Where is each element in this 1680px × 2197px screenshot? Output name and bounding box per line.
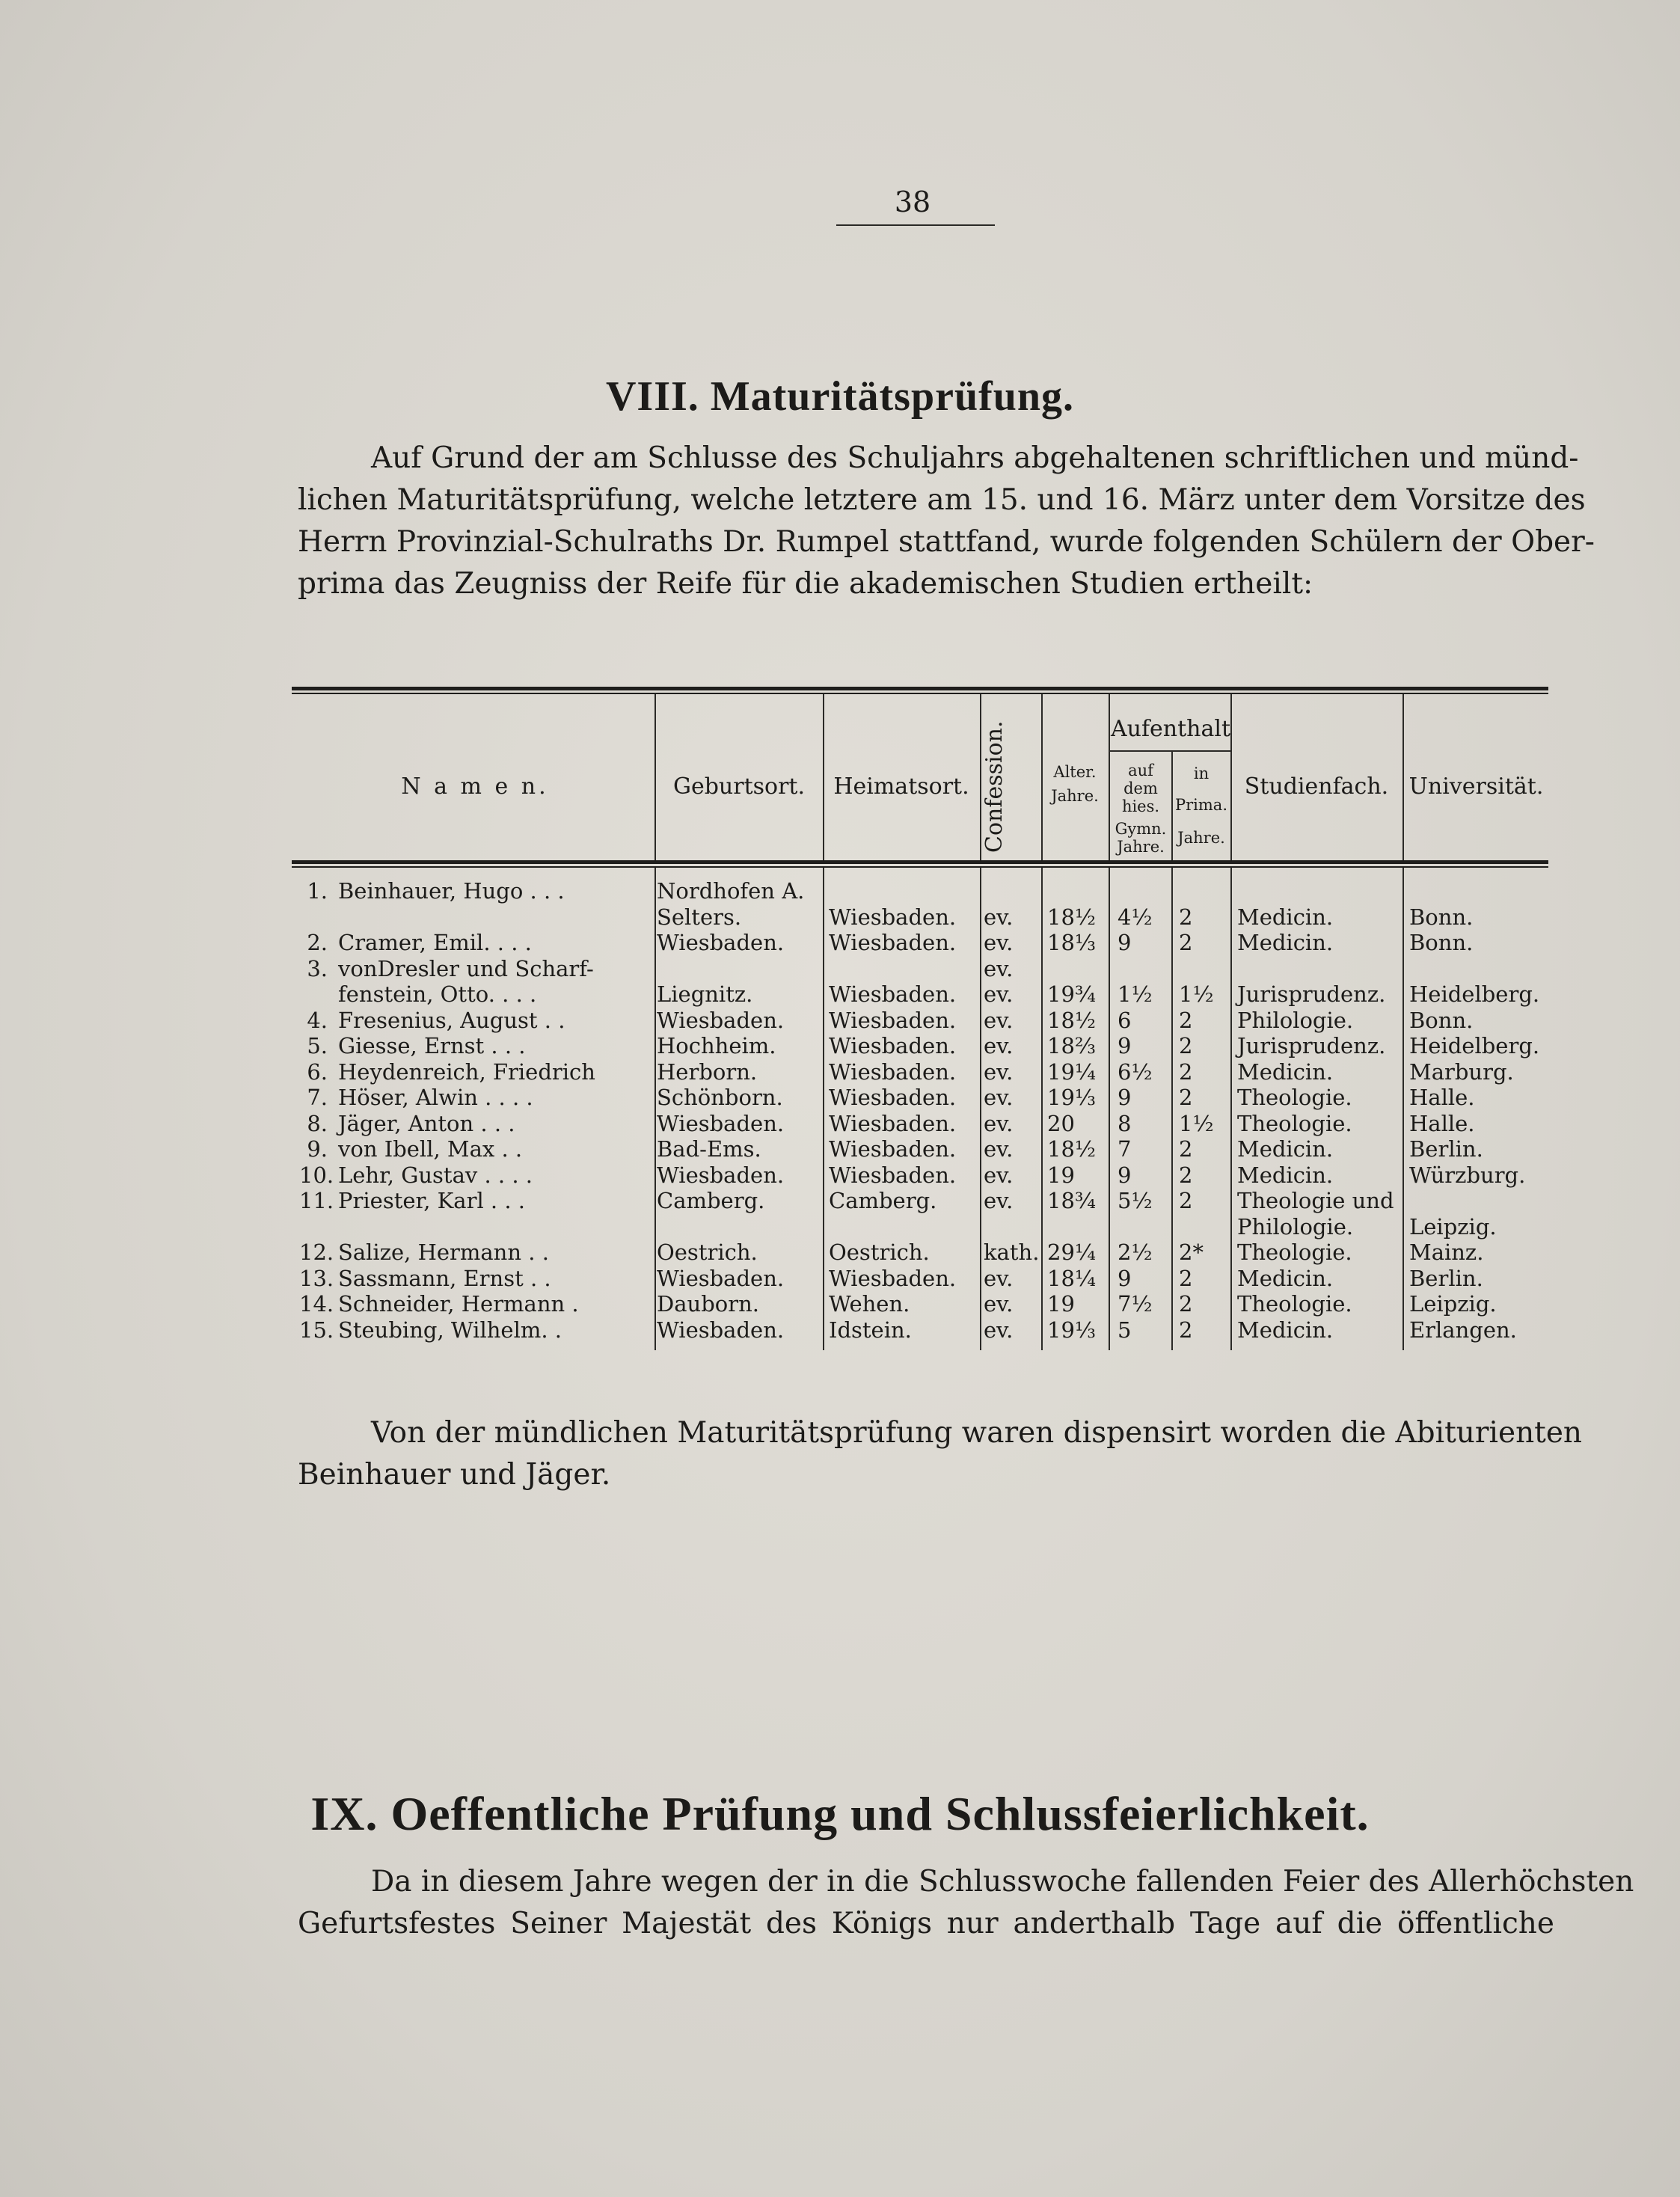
- field-of-study: Jurisprudenz.: [1237, 1033, 1386, 1058]
- hometown: Wiesbaden.: [829, 1110, 957, 1136]
- row-number: 5.: [307, 1033, 328, 1058]
- student-name: Salize, Hermann . .: [338, 1240, 549, 1265]
- age: 20: [1047, 1110, 1075, 1136]
- table-row: [0, 1136, 1680, 1162]
- years-gymnasium: 7½: [1118, 1291, 1153, 1317]
- student-name: Heydenreich, Friedrich: [338, 1058, 595, 1085]
- birthplace: Schönborn.: [657, 1085, 783, 1110]
- header-gym-top: auf: [1128, 762, 1153, 779]
- dispensation-paragraph: [298, 1412, 1583, 1496]
- age: 19¾: [1047, 981, 1097, 1007]
- confession: kath.: [984, 1240, 1040, 1265]
- student-name: Beinhauer, Hugo . . .: [338, 878, 565, 904]
- confession: ev.: [984, 955, 1014, 981]
- confession: ev.: [984, 1007, 1014, 1033]
- student-name: Jäger, Anton . . .: [338, 1110, 515, 1136]
- hometown: Wehen.: [829, 1291, 910, 1317]
- university: Bonn.: [1409, 904, 1474, 930]
- university: Bonn.: [1409, 930, 1474, 955]
- birthplace: Camberg.: [657, 1188, 765, 1213]
- confession: ev.: [984, 1265, 1014, 1291]
- header-confession: Confession.: [981, 720, 1008, 853]
- row-number: 6.: [307, 1058, 328, 1085]
- paragraph-line: Von der mündlichen Maturitätsprüfung waren dispensirt worden die Abiturienten: [371, 1416, 1583, 1450]
- field-of-study: Philologie.: [1237, 1007, 1354, 1033]
- birthplace: Wiesbaden.: [657, 1162, 785, 1188]
- header-gym-line: hies.: [1121, 797, 1160, 815]
- age: 18⅓: [1047, 930, 1097, 955]
- years-gymnasium: 9: [1118, 1162, 1132, 1188]
- table-row: [0, 904, 1680, 931]
- hometown: Wiesbaden.: [829, 1136, 957, 1162]
- university: Mainz.: [1409, 1240, 1484, 1265]
- hometown: Wiesbaden.: [829, 1162, 957, 1188]
- field-of-study: Theologie.: [1237, 1240, 1352, 1265]
- university: Erlangen.: [1409, 1317, 1517, 1343]
- university: Berlin.: [1409, 1265, 1483, 1291]
- table-row: [0, 1239, 1680, 1266]
- university: Berlin.: [1409, 1136, 1483, 1162]
- student-name: vonDresler und Scharf-: [338, 955, 594, 981]
- university: Heidelberg.: [1409, 1033, 1540, 1058]
- hometown: Wiesbaden.: [829, 1033, 957, 1058]
- header-university: Universität.: [1408, 773, 1544, 800]
- hometown: Camberg.: [829, 1188, 937, 1213]
- field-of-study: Medicin.: [1237, 904, 1334, 930]
- hometown: Wiesbaden.: [829, 1085, 957, 1110]
- age: 19¼: [1047, 1058, 1097, 1085]
- section-8-paragraph: [298, 438, 1595, 605]
- header-name: N a m e n.: [401, 773, 549, 800]
- field-of-study: Theologie.: [1237, 1291, 1352, 1317]
- years-prima: 1½: [1179, 1110, 1214, 1136]
- student-name: fenstein, Otto. . . .: [338, 981, 537, 1007]
- table-row: [0, 1110, 1680, 1137]
- row-number: 3.: [307, 955, 328, 981]
- years-prima: 1½: [1179, 981, 1214, 1007]
- hometown: Wiesbaden.: [829, 930, 957, 955]
- university: Halle.: [1409, 1110, 1475, 1136]
- student-name: Höser, Alwin . . . .: [338, 1085, 533, 1110]
- university: Würzburg.: [1409, 1162, 1526, 1188]
- years-prima: 2: [1179, 1085, 1193, 1110]
- university: Leipzig.: [1409, 1213, 1497, 1240]
- header-prima-mid: Prima.: [1175, 796, 1227, 814]
- student-name: Lehr, Gustav . . . .: [338, 1162, 533, 1188]
- confession: ev.: [984, 1110, 1014, 1136]
- years-gymnasium: 7: [1118, 1136, 1132, 1162]
- table-row: [0, 1290, 1680, 1317]
- age: 18½: [1047, 904, 1097, 930]
- confession: ev.: [984, 1033, 1014, 1058]
- years-gymnasium: 9: [1118, 1265, 1132, 1291]
- confession: ev.: [984, 1136, 1014, 1162]
- paragraph-line: lichen Maturitätsprüfung, welche letztere am 15. und 16. März unter dem Vorsitze des: [298, 483, 1586, 517]
- table-row: [0, 1317, 1680, 1343]
- age: 18½: [1047, 1007, 1097, 1033]
- paragraph-line: Herrn Provinzial-Schulraths Dr. Rumpel stattfand, wurde folgenden Schülern der Ober-: [298, 525, 1595, 559]
- years-prima: 2: [1179, 1265, 1193, 1291]
- header-hometown: Heimatsort.: [833, 773, 969, 800]
- years-prima: 2: [1179, 1007, 1193, 1033]
- table-header-rule: [292, 860, 1548, 864]
- university: Halle.: [1409, 1085, 1475, 1110]
- field-of-study: Medicin.: [1237, 1162, 1334, 1188]
- paragraph-line: Auf Grund der am Schlusse des Schuljahrs abgehaltenen schriftlichen und münd-: [371, 441, 1579, 475]
- table-row: [0, 1007, 1680, 1034]
- row-number: 4.: [307, 1007, 328, 1033]
- years-gymnasium: 6½: [1118, 1058, 1153, 1085]
- field-of-study: Jurisprudenz.: [1237, 981, 1386, 1007]
- header-field: Studienfach.: [1244, 773, 1389, 800]
- hometown: Wiesbaden.: [829, 1007, 957, 1033]
- page-number: 38: [894, 186, 931, 218]
- header-gym-line: Gymn.: [1115, 820, 1167, 838]
- university: Marburg.: [1409, 1058, 1514, 1085]
- years-gymnasium: 2½: [1118, 1240, 1153, 1265]
- birthplace: Selters.: [657, 904, 742, 930]
- years-gymnasium: 8: [1118, 1110, 1132, 1136]
- university: Leipzig.: [1409, 1291, 1497, 1317]
- confession: ev.: [984, 930, 1014, 955]
- birthplace: Oestrich.: [657, 1240, 758, 1265]
- years-gymnasium: 9: [1118, 930, 1132, 955]
- student-name: Priester, Karl . . .: [338, 1188, 526, 1213]
- table-top-rule-thin: [292, 693, 1548, 694]
- student-name: Cramer, Emil. . . .: [338, 930, 532, 955]
- field-of-study: Theologie.: [1237, 1085, 1352, 1110]
- table-header-rule-thin: [292, 866, 1548, 868]
- header-stay: Aufenthalt: [1110, 716, 1231, 742]
- years-prima: 2: [1179, 930, 1193, 955]
- confession: ev.: [984, 1162, 1014, 1188]
- years-gymnasium: 6: [1118, 1007, 1132, 1033]
- paragraph-line: Gefurtsfestes Seiner Majestät des Königs nur anderthalb Tage auf die öffentliche: [298, 1907, 1554, 1940]
- header-birthplace: Geburtsort.: [672, 773, 806, 800]
- section-9-title: IX. Oeffentliche Prüfung und Schlussfeierlichkeit.: [310, 1787, 1370, 1840]
- years-prima: 2: [1179, 904, 1193, 930]
- years-prima: 2*: [1179, 1240, 1204, 1265]
- hometown: Wiesbaden.: [829, 981, 957, 1007]
- age: 19⅓: [1047, 1317, 1097, 1343]
- student-name: Schneider, Hermann .: [338, 1291, 579, 1317]
- confession: ev.: [984, 1291, 1014, 1317]
- age: 19: [1047, 1291, 1075, 1317]
- years-gymnasium: 5: [1118, 1317, 1132, 1343]
- birthplace: Wiesbaden.: [657, 1265, 785, 1291]
- years-gymnasium: 1½: [1118, 981, 1153, 1007]
- years-prima: 2: [1179, 1058, 1193, 1085]
- table-row: [0, 877, 1680, 904]
- birthplace: Wiesbaden.: [657, 1317, 785, 1343]
- years-gymnasium: 5½: [1118, 1188, 1153, 1213]
- field-of-study: Medicin.: [1237, 1058, 1334, 1085]
- confession: ev.: [984, 1085, 1014, 1110]
- field-of-study: Philologie.: [1237, 1213, 1354, 1240]
- table-row: [0, 981, 1680, 1008]
- age: 18⅔: [1047, 1033, 1097, 1058]
- row-number: 10.: [299, 1162, 334, 1188]
- row-number: 14.: [299, 1291, 334, 1317]
- field-of-study: Medicin.: [1237, 1136, 1334, 1162]
- row-number: 1.: [307, 878, 328, 904]
- birthplace: Herborn.: [657, 1058, 758, 1085]
- field-of-study: Medicin.: [1237, 930, 1334, 955]
- years-prima: 2: [1179, 1188, 1193, 1213]
- age: 18¼: [1047, 1265, 1097, 1291]
- table-row: [0, 1084, 1680, 1111]
- table-row: [0, 1187, 1680, 1214]
- header-prima-top: in: [1193, 764, 1210, 782]
- hometown: Idstein.: [829, 1317, 912, 1343]
- paragraph-line: prima das Zeugniss der Reife für die akademischen Studien ertheilt:: [298, 567, 1313, 601]
- field-of-study: Medicin.: [1237, 1265, 1334, 1291]
- header-gym-line: dem: [1123, 779, 1158, 797]
- years-gymnasium: 9: [1118, 1085, 1132, 1110]
- table-row: [0, 1213, 1680, 1240]
- table-row: [0, 929, 1680, 956]
- confession: ev.: [984, 981, 1014, 1007]
- age: 18¾: [1047, 1188, 1097, 1213]
- paragraph-line: Beinhauer und Jäger.: [298, 1458, 611, 1492]
- row-number: 8.: [307, 1110, 328, 1136]
- field-of-study: Theologie.: [1237, 1110, 1352, 1136]
- years-prima: 2: [1179, 1033, 1193, 1058]
- hometown: Wiesbaden.: [829, 1265, 957, 1291]
- aufenthalt-rule: [1109, 750, 1231, 752]
- years-gymnasium: 4½: [1118, 904, 1153, 930]
- hometown: Wiesbaden.: [829, 904, 957, 930]
- table-row: [0, 1162, 1680, 1189]
- student-name: Sassmann, Ernst . .: [338, 1265, 551, 1291]
- birthplace: Dauborn.: [657, 1291, 759, 1317]
- years-prima: 2: [1179, 1317, 1193, 1343]
- age: 19: [1047, 1162, 1075, 1188]
- years-gymnasium: 9: [1118, 1033, 1132, 1058]
- table-row: [0, 955, 1680, 982]
- section-9-paragraph: [298, 1861, 1634, 1945]
- row-number: 13.: [299, 1265, 334, 1291]
- student-name: Steubing, Wilhelm. .: [338, 1317, 562, 1343]
- row-number: 11.: [299, 1188, 334, 1213]
- header-age-bottom: Jahre.: [1051, 787, 1099, 805]
- table-row: [0, 1265, 1680, 1292]
- confession: ev.: [984, 1188, 1014, 1213]
- university: Bonn.: [1409, 1007, 1474, 1033]
- table-row: [0, 1032, 1680, 1059]
- header-prima-bottom: Jahre.: [1177, 829, 1225, 847]
- header-age-top: Alter.: [1053, 763, 1097, 781]
- confession: ev.: [984, 904, 1014, 930]
- table-top-rule: [292, 687, 1548, 690]
- student-name: Fresenius, August . .: [338, 1007, 565, 1033]
- birthplace: Bad-Ems.: [657, 1136, 761, 1162]
- years-prima: 2: [1179, 1136, 1193, 1162]
- birthplace: Wiesbaden.: [657, 1110, 785, 1136]
- page-number-rule: [836, 224, 995, 226]
- confession: ev.: [984, 1058, 1014, 1085]
- birthplace: Wiesbaden.: [657, 1007, 785, 1033]
- field-of-study: Theologie und: [1237, 1188, 1394, 1213]
- university: Heidelberg.: [1409, 981, 1540, 1007]
- birthplace: Nordhofen A.: [657, 878, 805, 904]
- row-number: 2.: [307, 930, 328, 955]
- years-prima: 2: [1179, 1291, 1193, 1317]
- row-number: 9.: [307, 1136, 328, 1162]
- student-name: von Ibell, Max . .: [338, 1136, 523, 1162]
- row-number: 7.: [307, 1085, 328, 1110]
- hometown: Wiesbaden.: [829, 1058, 957, 1085]
- section-8-title: VIII. Maturitätsprüfung.: [605, 373, 1075, 420]
- field-of-study: Medicin.: [1237, 1317, 1334, 1343]
- row-number: 15.: [299, 1317, 334, 1343]
- birthplace: Hochheim.: [657, 1033, 776, 1058]
- paragraph-line: Da in diesem Jahre wegen der in die Schlusswoche fallenden Feier des Allerhöchsten: [371, 1865, 1634, 1899]
- birthplace: Wiesbaden.: [657, 930, 785, 955]
- student-name: Giesse, Ernst . . .: [338, 1033, 526, 1058]
- age: 19⅓: [1047, 1085, 1097, 1110]
- years-prima: 2: [1179, 1162, 1193, 1188]
- header-gym-bottom: Jahre.: [1117, 838, 1165, 856]
- table-row: [0, 1058, 1680, 1085]
- age: 18½: [1047, 1136, 1097, 1162]
- row-number: 12.: [299, 1240, 334, 1265]
- hometown: Oestrich.: [829, 1240, 930, 1265]
- birthplace: Liegnitz.: [657, 981, 753, 1007]
- age: 29¼: [1047, 1240, 1097, 1265]
- confession: ev.: [984, 1317, 1014, 1343]
